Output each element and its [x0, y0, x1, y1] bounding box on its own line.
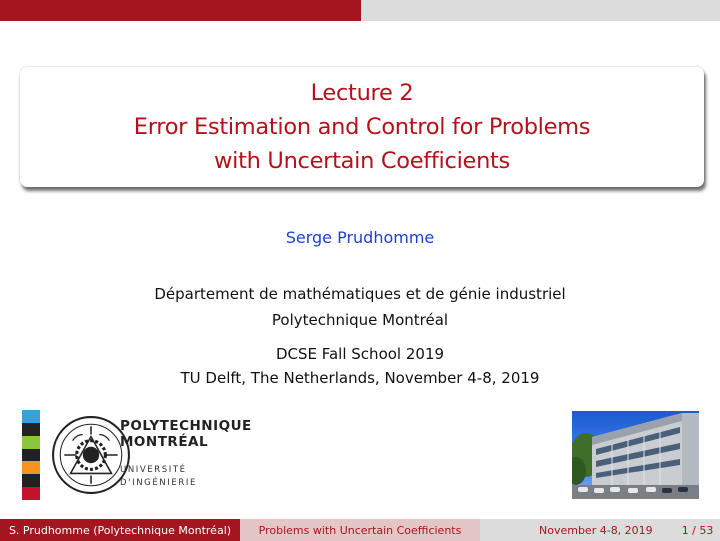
title-line-2: Error Estimation and Control for Problems — [133, 114, 591, 140]
logo-sub-1: UNIVERSITÉ — [120, 465, 187, 475]
logo-stripe — [22, 449, 40, 462]
footer-short-title: Problems with Uncertain Coefficients — [258, 523, 462, 537]
event-location-date: TU Delft, The Netherlands, November 4-8, 2019 — [180, 369, 540, 387]
logo-line-2: MONTRÉAL — [120, 434, 209, 450]
event-name: DCSE Fall School 2019 — [275, 345, 445, 363]
event-info — [0, 342, 720, 390]
logo-subtitle — [120, 464, 197, 490]
logo-line-1: POLYTECHNIQUE — [120, 418, 252, 434]
campus-building-photo — [572, 411, 699, 499]
logo-sub-2: D'INGÉNIERIE — [120, 478, 197, 488]
title-line-1: Lecture 2 — [310, 80, 414, 106]
department-name: Département de mathématiques et de génie industriel — [154, 285, 566, 303]
author-name: Serge Prudhomme — [285, 228, 435, 247]
affiliation — [0, 281, 720, 333]
institution-name: Polytechnique Montréal — [271, 311, 449, 329]
footer-date-cell — [480, 519, 720, 541]
logo-stripe — [22, 461, 40, 474]
logo-stripe — [22, 423, 40, 436]
top-bar-gray-segment — [361, 0, 720, 21]
logo-stripe — [22, 487, 40, 500]
page-number: 1 / 53 — [681, 523, 714, 537]
top-progress-bar — [0, 0, 720, 21]
logo-stripe — [22, 436, 40, 449]
polytechnique-logo — [22, 410, 252, 500]
footer-date: November 4-8, 2019 — [539, 523, 653, 537]
footer-title-cell — [240, 519, 480, 541]
logo-wordmark — [120, 418, 252, 450]
logo-stripe — [22, 474, 40, 487]
title-line-3: with Uncertain Coefficients — [214, 148, 510, 174]
footer-bar — [0, 519, 720, 541]
footer-author: S. Prudhomme (Polytechnique Montréal) — [8, 523, 232, 537]
footer-author-cell — [0, 519, 240, 541]
title-block — [20, 67, 704, 187]
logo-stripe — [22, 410, 40, 423]
logo-color-stripes — [22, 410, 40, 500]
top-bar-accent-segment — [0, 0, 361, 21]
